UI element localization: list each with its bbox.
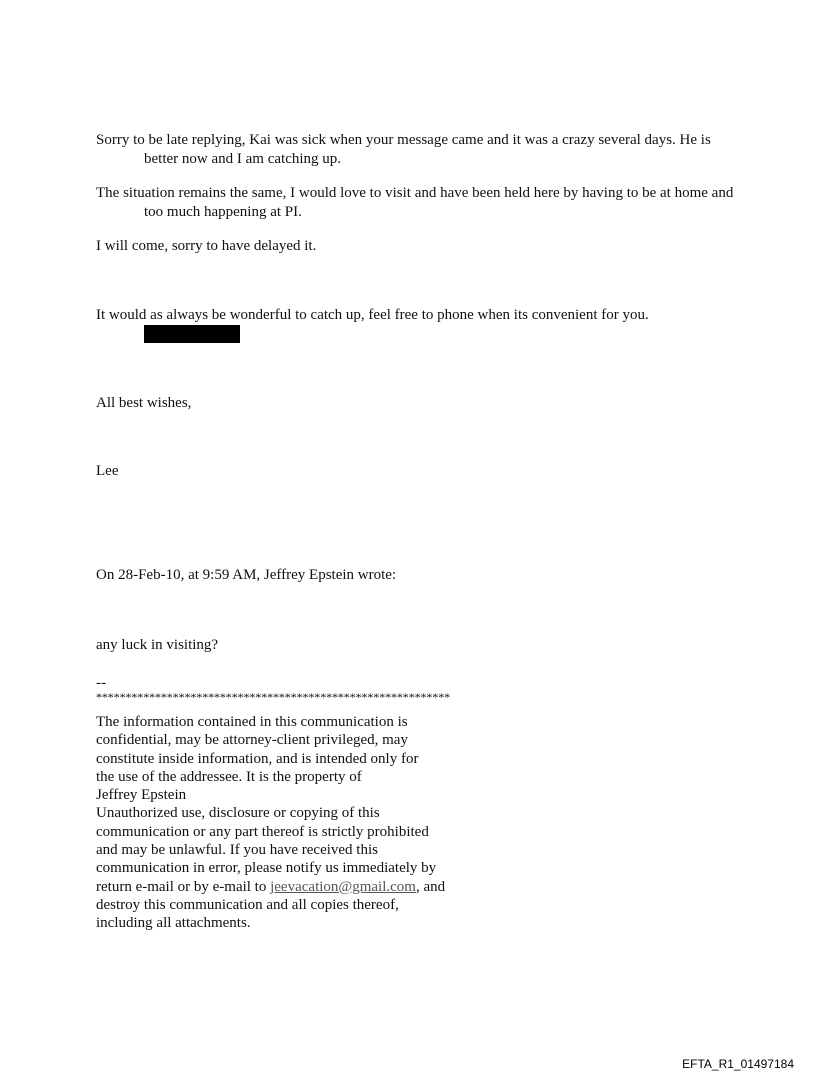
quoted-message: any luck in visiting? — [96, 637, 219, 653]
disclaimer-line: constitute inside information, and is intended only for — [96, 750, 419, 767]
reply-paragraph-1: Sorry to be late replying, Kai was sick when your message came and it was a crazy several days. He is better now and I am catching up. — [96, 132, 711, 167]
quoted-header: On 28-Feb-10, at 9:59 AM, Jeffrey Epstein wrote: — [96, 567, 397, 583]
email-suffix: , and — [415, 878, 446, 895]
disclaimer-line: Jeffrey Epstein — [96, 787, 187, 804]
document-id: EFTA_R1_01497184 — [682, 1057, 794, 1071]
email-prefix: return e-mail or by e-mail to — [96, 878, 271, 895]
reply-paragraph-2: The situation remains the same, I would love to visit and have been held here by having to be at home and too much happening at PI. — [96, 185, 734, 220]
signature-name: Lee — [96, 463, 119, 479]
email-link[interactable]: jeevacation@gmail.com — [270, 878, 416, 895]
signature-separator: -- — [96, 675, 106, 691]
disclaimer-line: destroy this communication and all copies thereof, — [96, 896, 399, 913]
reply-paragraph-4-text: It would as always be wonderful to catch up, feel free to phone when its convenient for you. — [96, 307, 649, 323]
asterisk-divider: ************************************************************ — [96, 690, 451, 704]
confidentiality-disclaimer — [96, 713, 496, 933]
disclaimer-line: the use of the addressee. It is the property of — [96, 768, 362, 785]
redaction-box — [144, 325, 240, 343]
disclaimer-line: communication in error, please notify us immediately by — [96, 860, 437, 877]
reply-paragraph-4 — [96, 306, 744, 345]
disclaimer-line: Unauthorized use, disclosure or copying of this — [96, 805, 380, 822]
disclaimer-line: The information contained in this communication is — [96, 714, 408, 730]
disclaimer-email-line — [96, 878, 496, 896]
disclaimer-line: including all attachments. — [96, 915, 251, 932]
disclaimer-line: and may be unlawful. If you have received this — [96, 842, 378, 859]
closing-line: All best wishes, — [96, 395, 192, 411]
reply-paragraph-3: I will come, sorry to have delayed it. — [96, 238, 317, 254]
disclaimer-line: confidential, may be attorney-client privileged, may — [96, 732, 408, 749]
disclaimer-line: communication or any part thereof is strictly prohibited — [96, 823, 429, 840]
